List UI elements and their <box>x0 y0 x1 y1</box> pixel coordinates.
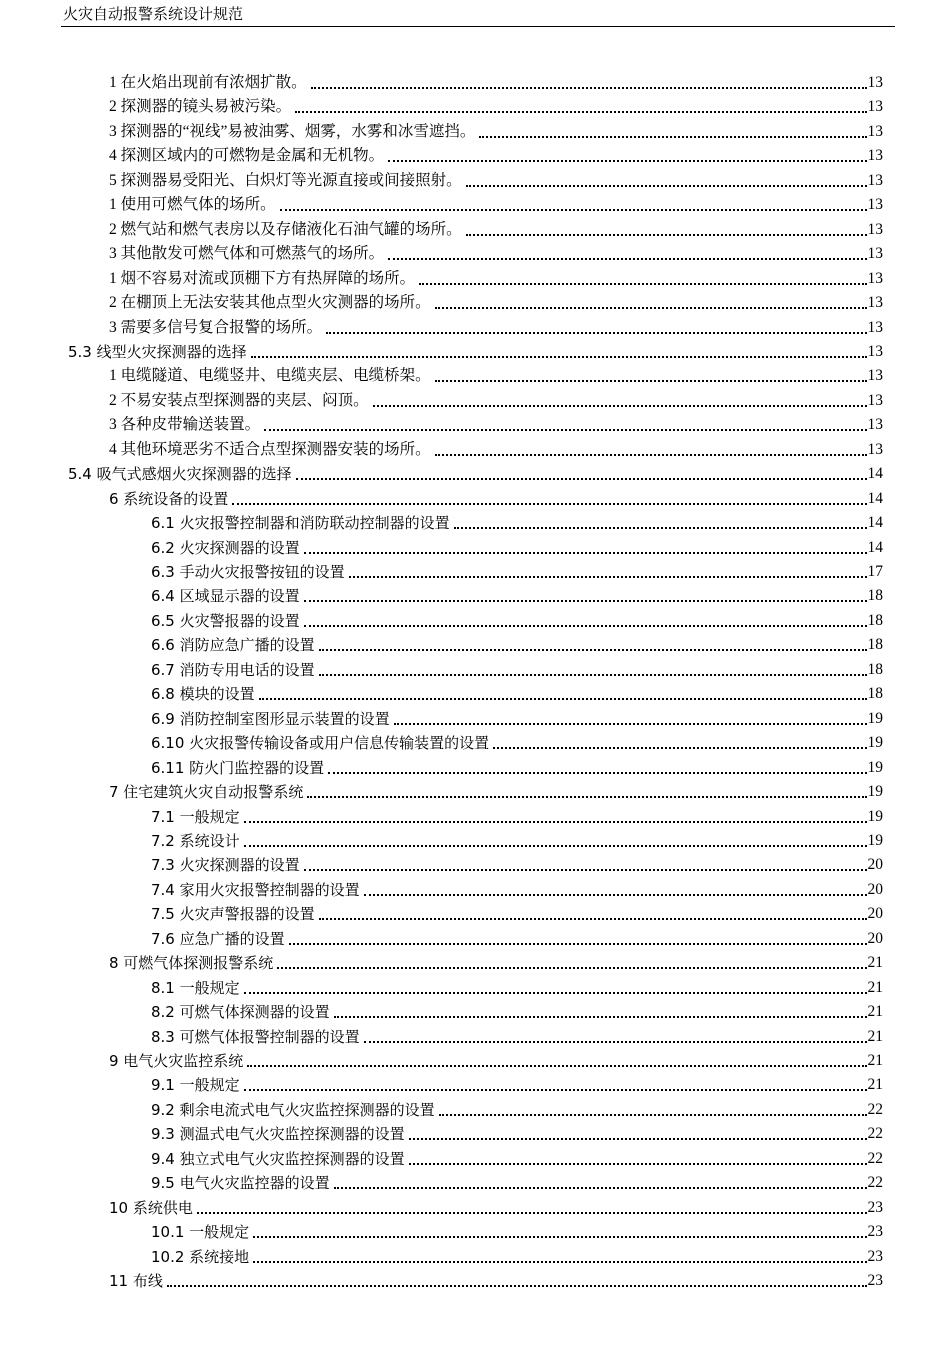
toc-dot-leader <box>435 379 867 382</box>
toc-entry[interactable] <box>109 193 883 215</box>
toc-page-number: 22 <box>867 1125 883 1143</box>
toc-dot-leader <box>435 306 867 309</box>
toc-entry[interactable] <box>151 805 883 827</box>
toc-entry-label: 6.11 防火门监控器的设置 <box>151 758 325 777</box>
toc-entry-label: 2 在棚顶上无法安装其他点型火灾测器的场所。 <box>109 294 431 312</box>
toc-entry[interactable] <box>151 584 883 606</box>
toc-page-number: 20 <box>867 856 883 874</box>
toc-entry[interactable] <box>109 316 883 338</box>
toc-entry[interactable] <box>151 1147 883 1169</box>
toc-page-number: 20 <box>867 905 883 923</box>
toc-entry-label: 2 探测器的镜头易被污染。 <box>109 98 292 116</box>
toc-entry[interactable] <box>68 340 883 362</box>
toc-entry-label: 7 住宅建筑火灾自动报警系统 <box>109 783 304 802</box>
toc-entry[interactable] <box>151 902 883 924</box>
toc-page-number: 23 <box>867 1198 883 1216</box>
toc-dot-leader <box>334 1186 867 1189</box>
toc-page-number: 19 <box>867 709 883 727</box>
toc-page-number: 13 <box>867 147 883 165</box>
toc-entry-label: 6.1 火灾报警控制器和消防联动控制器的设置 <box>151 514 450 533</box>
toc-dot-leader <box>364 1040 867 1043</box>
toc-page-number: 20 <box>867 880 883 898</box>
toc-entry[interactable] <box>109 267 883 289</box>
toc-dot-leader <box>289 942 867 945</box>
toc-entry-label: 8.1 一般规定 <box>151 978 240 997</box>
toc-entry-label: 3 需要多信号复合报警的场所。 <box>109 318 323 336</box>
toc-page-number: 13 <box>867 220 883 238</box>
toc-dot-leader <box>277 966 866 969</box>
toc-entry[interactable] <box>151 658 883 680</box>
toc-entry-label: 3 探测器的“视线”易被油雾、烟雾，水雾和冰雪遮挡。 <box>109 122 476 140</box>
toc-entry-label: 1 烟不容易对流或顶棚下方有热屏障的场所。 <box>109 269 416 287</box>
toc-dot-leader <box>197 1211 867 1214</box>
toc-page-number: 13 <box>867 391 883 409</box>
toc-entry[interactable] <box>109 438 883 460</box>
toc-entry-label: 6.10 火灾报警传输设备或用户信息传输装置的设置 <box>151 734 490 753</box>
toc-page-number: 18 <box>867 685 883 703</box>
toc-dot-leader <box>328 771 866 774</box>
toc-entry-label: 4 探测区域内的可燃物是金属和无机物。 <box>109 147 385 165</box>
toc-dot-leader <box>247 1064 866 1067</box>
toc-entry-label: 9.3 测温式电气火灾监控探测器的设置 <box>151 1125 405 1144</box>
toc-page-number: 18 <box>867 660 883 678</box>
toc-dot-leader <box>244 1088 867 1091</box>
toc-entry-label: 10.1 一般规定 <box>151 1223 250 1242</box>
toc-entry[interactable] <box>151 511 883 533</box>
toc-page-number: 13 <box>867 440 883 458</box>
toc-dot-leader <box>388 257 866 260</box>
toc-entry[interactable] <box>151 976 883 998</box>
toc-entry-label: 4 其他环境恶劣不适合点型探测器安装的场所。 <box>109 440 431 458</box>
toc-page-number: 14 <box>867 514 883 532</box>
toc-entry-label: 2 不易安装点型探测器的夹层、闷顶。 <box>109 391 369 409</box>
toc-entry[interactable] <box>151 756 883 778</box>
toc-entry[interactable] <box>151 609 883 631</box>
toc-entry[interactable] <box>109 95 883 117</box>
toc-entry[interactable] <box>151 927 883 949</box>
toc-page-number: 21 <box>867 1003 883 1021</box>
toc-entry-label: 1 使用可燃气体的场所。 <box>109 196 276 214</box>
toc-dot-leader <box>435 453 867 456</box>
toc-dot-leader <box>349 575 867 578</box>
toc-entry-label: 6.5 火灾警报器的设置 <box>151 611 300 630</box>
toc-entry[interactable] <box>109 951 883 973</box>
toc-page-number: 18 <box>867 636 883 654</box>
toc-entry[interactable] <box>151 682 883 704</box>
toc-page-number: 23 <box>867 1247 883 1265</box>
toc-entry-label: 6.9 消防控制室图形显示装置的设置 <box>151 709 390 728</box>
toc-dot-leader <box>334 1015 867 1018</box>
toc-entry-label: 8 可燃气体探测报警系统 <box>109 954 274 973</box>
toc-entry-label: 9 电气火灾监控系统 <box>109 1052 244 1070</box>
toc-dot-leader <box>388 159 866 162</box>
toc-page-number: 21 <box>867 978 883 996</box>
toc-dot-leader <box>264 428 866 431</box>
toc-entry[interactable] <box>109 71 883 93</box>
toc-page-number: 22 <box>867 1100 883 1118</box>
toc-page-number: 22 <box>867 1174 883 1192</box>
toc-dot-leader <box>493 746 866 749</box>
toc-entry[interactable] <box>151 536 883 558</box>
toc-page-number: 13 <box>867 342 883 360</box>
toc-entry[interactable] <box>151 560 883 582</box>
toc-entry-label: 3 各种皮带输送装置。 <box>109 416 261 434</box>
toc-entry[interactable] <box>109 242 883 264</box>
toc-dot-leader <box>319 917 867 920</box>
toc-entry-label: 7.3 火灾探测器的设置 <box>151 856 300 875</box>
toc-entry[interactable] <box>109 780 883 802</box>
toc-page-number: 22 <box>867 1149 883 1167</box>
toc-page-number: 19 <box>867 783 883 801</box>
toc-entry[interactable] <box>151 829 883 851</box>
toc-dot-leader <box>253 1260 866 1263</box>
toc-entry[interactable] <box>109 169 883 191</box>
toc-page-number: 14 <box>867 465 883 483</box>
toc-entry[interactable] <box>151 878 883 900</box>
document-title: 火灾自动报警系统设计规范 <box>63 7 244 23</box>
toc-page-number: 19 <box>867 734 883 752</box>
toc-entry-label: 7.2 系统设计 <box>151 831 240 850</box>
toc-entry-label: 7.5 火灾声警报器的设置 <box>151 905 315 924</box>
toc-page-number: 13 <box>867 416 883 434</box>
toc-entry-label: 9.4 独立式电气火灾监控探测器的设置 <box>151 1149 405 1168</box>
toc-page-number: 13 <box>867 294 883 312</box>
toc-page-number: 20 <box>867 929 883 947</box>
toc-entry-label: 8.2 可燃气体探测器的设置 <box>151 1003 330 1022</box>
toc-entry[interactable] <box>151 1025 883 1047</box>
toc-entry[interactable] <box>109 218 883 240</box>
toc-entry[interactable] <box>151 1122 883 1144</box>
toc-entry-label: 8.3 可燃气体报警控制器的设置 <box>151 1027 360 1046</box>
toc-entry[interactable] <box>109 413 883 435</box>
toc-dot-leader <box>244 991 867 994</box>
toc-entry[interactable] <box>109 144 883 166</box>
toc-entry[interactable] <box>109 389 883 411</box>
toc-dot-leader <box>244 844 867 847</box>
toc-page-number: 13 <box>867 74 883 91</box>
toc-page-number: 19 <box>867 758 883 776</box>
toc-entry-label: 7.6 应急广播的设置 <box>151 929 285 948</box>
toc-dot-leader <box>311 86 867 89</box>
toc-dot-leader <box>454 526 867 529</box>
toc-entry[interactable] <box>151 1245 883 1267</box>
toc-dot-leader <box>479 135 866 138</box>
toc-dot-leader <box>439 1113 867 1116</box>
toc-dot-leader <box>251 355 867 358</box>
toc-dot-leader <box>244 820 867 823</box>
toc-entry[interactable] <box>151 1073 883 1095</box>
toc-dot-leader <box>394 722 867 725</box>
toc-page-number: 13 <box>867 269 883 287</box>
toc-entry[interactable] <box>151 853 883 875</box>
toc-dot-leader <box>319 673 867 676</box>
toc-entry-label: 5.3 线型火灾探测器的选择 <box>68 342 247 361</box>
toc-page-number: 18 <box>867 587 883 605</box>
toc-entry-label: 11 布线 <box>109 1272 163 1291</box>
toc-page-number: 23 <box>867 1223 883 1241</box>
toc-entry-label: 2 燃气站和燃气表房以及存储液化石油气罐的场所。 <box>109 220 462 238</box>
toc-dot-leader <box>419 282 866 285</box>
toc-dot-leader <box>304 551 867 554</box>
toc-dot-leader <box>319 648 867 651</box>
toc-entry-label: 5 探测器易受阳光、白炽灯等光源直接或间接照射。 <box>109 171 462 189</box>
toc-page-number: 19 <box>867 831 883 849</box>
toc-dot-leader <box>280 208 867 211</box>
toc-dot-leader <box>307 795 866 798</box>
toc-entry[interactable] <box>109 120 883 142</box>
toc-dot-leader <box>259 697 867 700</box>
toc-entry-label: 6.8 模块的设置 <box>151 685 255 704</box>
toc-entry-label: 7.4 家用火灾报警控制器的设置 <box>151 880 360 899</box>
toc-dot-leader <box>326 331 866 334</box>
toc-dot-leader <box>167 1284 867 1287</box>
toc-entry-label: 7.1 一般规定 <box>151 807 240 826</box>
toc-dot-leader <box>232 502 866 505</box>
toc-dot-leader <box>296 477 867 480</box>
toc-dot-leader <box>466 233 867 236</box>
toc-page-number: 13 <box>867 98 883 116</box>
toc-dot-leader <box>373 404 867 407</box>
toc-page-number: 23 <box>867 1272 883 1290</box>
toc-page-number: 19 <box>867 807 883 825</box>
toc-entry-label: 10 系统供电 <box>109 1198 193 1217</box>
toc-entry[interactable] <box>151 731 883 753</box>
toc-dot-leader <box>304 624 867 627</box>
toc-entry[interactable] <box>109 1049 883 1071</box>
toc-entry[interactable] <box>151 1000 883 1022</box>
toc-page-number: 18 <box>867 611 883 629</box>
toc-page-number: 13 <box>867 245 883 263</box>
toc-entry[interactable] <box>151 1171 883 1193</box>
toc-entry[interactable] <box>151 1098 883 1120</box>
toc-entry-label: 1 在火焰出现前有浓烟扩散。 <box>109 74 307 91</box>
toc-page-number: 21 <box>867 954 883 972</box>
toc-entry-label: 6.7 消防专用电话的设置 <box>151 660 315 679</box>
toc-page-number: 13 <box>867 196 883 214</box>
toc-entry[interactable] <box>68 462 883 484</box>
toc-page-number: 13 <box>867 171 883 189</box>
toc-entry[interactable] <box>151 707 883 729</box>
toc-entry-label: 3 其他散发可燃气体和可燃蒸气的场所。 <box>109 245 385 263</box>
toc-dot-leader <box>466 184 867 187</box>
toc-entry[interactable] <box>151 1220 883 1242</box>
toc-dot-leader <box>409 1162 867 1165</box>
toc-entry-label: 5.4 吸气式感烟火灾探测器的选择 <box>68 465 292 484</box>
toc-entry[interactable] <box>109 291 883 313</box>
toc-dot-leader <box>253 1235 866 1238</box>
toc-entry[interactable] <box>109 1269 883 1291</box>
toc-page-number: 21 <box>867 1052 883 1069</box>
toc-entry-label: 10.2 系统接地 <box>151 1247 250 1266</box>
toc-entry-label: 6.6 消防应急广播的设置 <box>151 636 315 655</box>
toc-dot-leader <box>304 868 867 871</box>
toc-entry[interactable] <box>151 633 883 655</box>
toc-entry-label: 9.1 一般规定 <box>151 1076 240 1095</box>
toc-entry-label: 9.2 剩余电流式电气火灾监控探测器的设置 <box>151 1100 435 1119</box>
toc-dot-leader <box>409 1137 867 1140</box>
toc-dot-leader <box>304 599 867 602</box>
toc-entry-label: 6.2 火灾探测器的设置 <box>151 538 300 557</box>
toc-dot-leader <box>364 893 867 896</box>
page-header <box>61 4 895 27</box>
toc-page-number: 13 <box>867 122 883 140</box>
toc-page-number: 17 <box>867 563 883 580</box>
toc-page-number: 14 <box>867 538 883 556</box>
toc-entry-label: 1 电缆隧道、电缆竖井、电缆夹层、电缆桥架。 <box>109 367 431 385</box>
toc-page-number: 14 <box>867 489 883 507</box>
toc-entry[interactable] <box>109 487 883 509</box>
toc-entry[interactable] <box>109 1196 883 1218</box>
toc-dot-leader <box>295 110 866 113</box>
toc-page-number: 21 <box>867 1076 883 1094</box>
toc-page-number: 21 <box>867 1027 883 1045</box>
toc-entry[interactable] <box>109 364 883 386</box>
toc-page-number: 13 <box>867 367 883 385</box>
toc-entry-label: 6.4 区域显示器的设置 <box>151 587 300 606</box>
toc-page-number: 13 <box>867 318 883 336</box>
toc-entry-label: 6.3 手动火灾报警按钮的设置 <box>151 563 345 581</box>
toc-entry-label: 9.5 电气火灾监控器的设置 <box>151 1174 330 1193</box>
toc-entry-label: 6 系统设备的设置 <box>109 489 229 508</box>
